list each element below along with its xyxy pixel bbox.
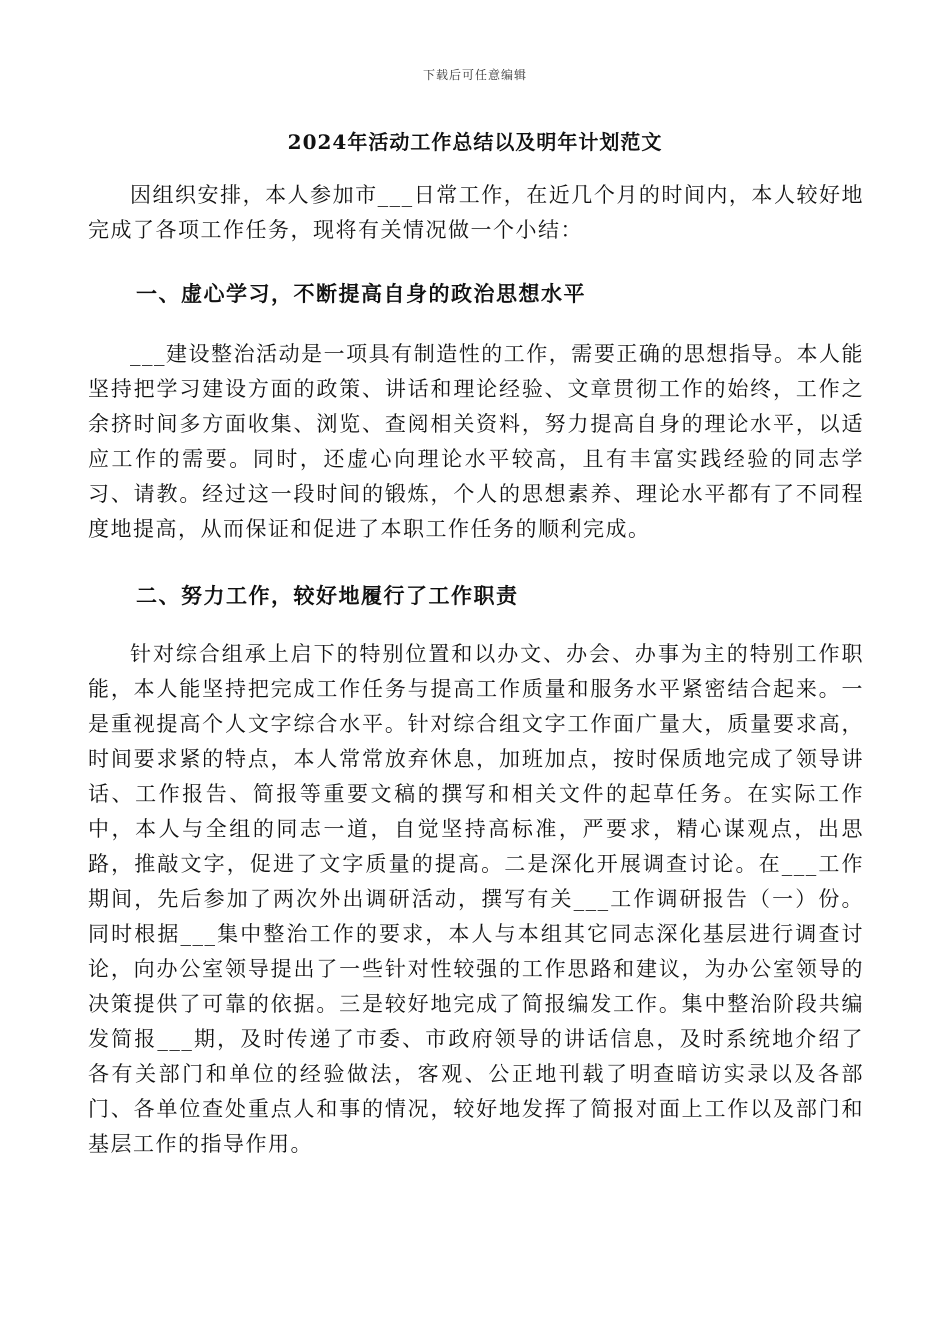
header-note: 下载后可任意编辑 [422,68,527,82]
section-1-paragraph: ___建设整治活动是一项具有制造性的工作，需要正确的思想指导。本人能坚持把学习建设方面的政策、讲话和理论经验、文章贯彻工作的始终，工作之余挤时间多方面收集、浏览、查阅相关资料，努力提高自身的理论水平，以适应工作的需要。同时，还虚心向理论水平较高，且有丰富实践经验的同志学习、请教。经过这一段时间的锻炼，个人的思想素养、理论水平都有了不同程度地提高，从而保证和促进了本职工作任务的顺利完成。 [88,342,864,541]
section-2-paragraph: 针对综合组承上启下的特别位置和以办文、办会、办事为主的特别工作职能，本人能坚持把完成工作任务与提高工作质量和服务水平紧密结合起来。一是重视提高个人文字综合水平。针对综合组文字工作面广量大，质量要求高，时间要求紧的特点，本人常常放弃休息，加班加点，按时保质地完成了领导讲话、工作报告、简报等重要文稿的撰写和相关文件的起草任务。在实际工作中，本人与全组的同志一道，自觉坚持高标准，严要求，精心谋观点，出思路，推敲文字，促进了文字质量的提高。二是深化开展调查讨论。在___工作期间，先后参加了两次外出调研活动，撰写有关___工作调研报告（一）份。同时根据___集中整治工作的要求，本人与本组其它同志深化基层进行调查讨论，向办公室领导提出了一些针对性较强的工作思路和建议，为办公室领导的决策提供了可靠的依据。三是较好地完成了简报编发工作。集中整治阶段共编发简报___期，及时传递了市委、市政府领导的讲话信息，及时系统地介绍了各有关部门和单位的经验做法，客观、公正地刊载了明查暗访实录以及各部门、各单位查处重点人和事的情况，较好地发挥了简报对面上工作以及部门和基层工作的指导作用。 [88,642,864,1156]
section-heading-1: 一、虚心学习，不断提高自身的政治思想水平 [136,281,586,306]
document-title: 2024年活动工作总结以及明年计划范文 [287,130,663,154]
section-heading-2: 二、努力工作，较好地履行了工作职责 [136,583,519,608]
intro-paragraph: 因组织安排，本人参加市___日常工作，在近几个月的时间内，本人较好地完成了各项工作任务，现将有关情况做一个小结： [88,183,864,242]
